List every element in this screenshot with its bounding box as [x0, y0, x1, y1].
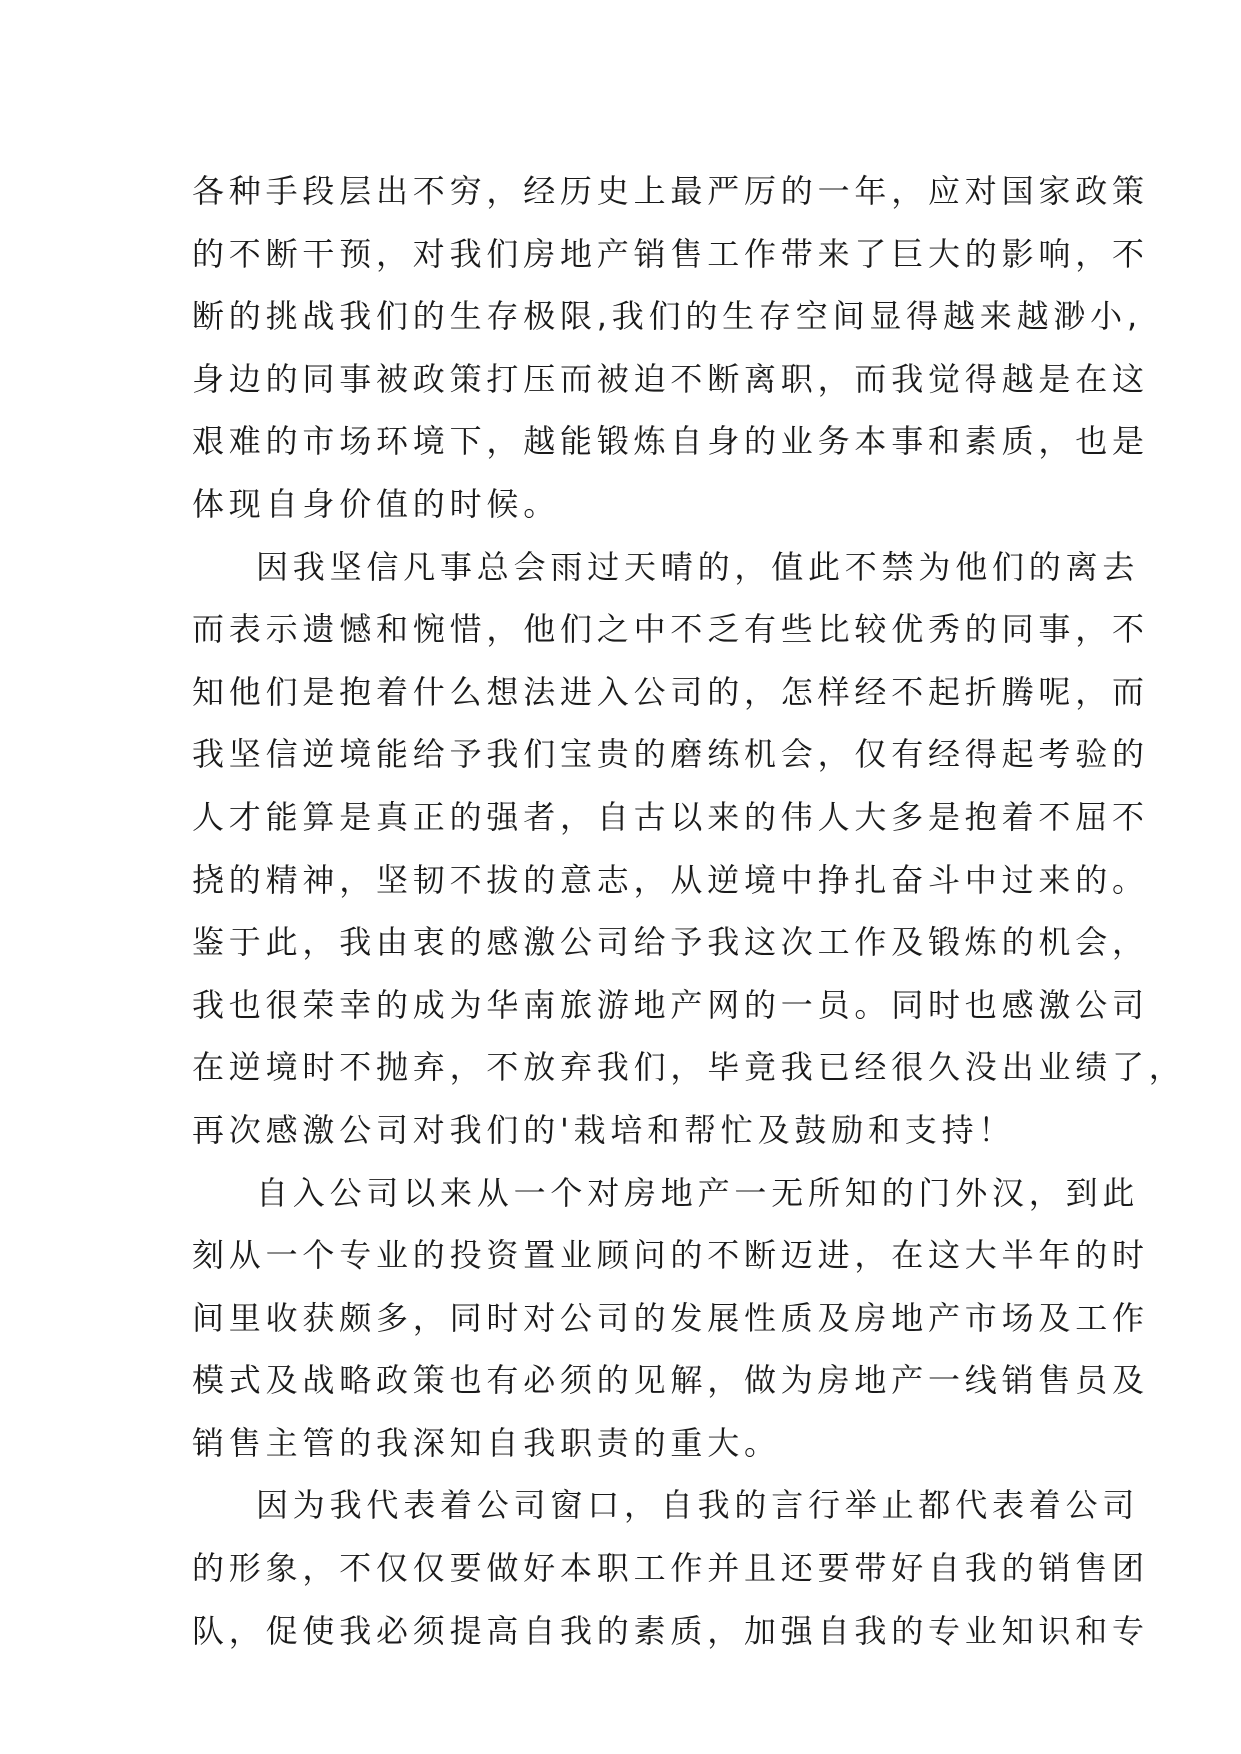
text-line: 我也很荣幸的成为华南旅游地产网的一员。同时也感激公司 — [192, 985, 1149, 1024]
body-text — [192, 160, 1186, 1662]
text-line: 刻从一个专业的投资置业顾问的不断迈进，在这大半年的时 — [192, 1236, 1149, 1275]
paragraph-first-line: 自入公司以来从一个对房地产一无所知的门外汉，到此 — [256, 1173, 1140, 1212]
text-line: 体现自身价值的时候。 — [192, 484, 561, 523]
text-line: 而表示遗憾和惋惜，他们之中不乏有些比较优秀的同事，不 — [192, 610, 1149, 649]
text-line: 断的挑战我们的生存极限,我们的生存空间显得越来越渺小, — [192, 297, 1142, 336]
text-line: 的形象，不仅仅要做好本职工作并且还要带好自我的销售团 — [192, 1549, 1149, 1588]
text-line: 身边的同事被政策打压而被迫不断离职，而我觉得越是在这 — [192, 359, 1149, 398]
text-line: 队，促使我必须提高自我的素质，加强自我的专业知识和专 — [192, 1611, 1149, 1650]
text-line: 挠的精神，坚韧不拔的意志，从逆境中挣扎奋斗中过来的。 — [192, 860, 1149, 899]
text-line: 销售主管的我深知自我职责的重大。 — [192, 1423, 781, 1462]
text-line: 间里收获颇多，同时对公司的发展性质及房地产市场及工作 — [192, 1298, 1149, 1337]
text-line: 各种手段层出不穷，经历史上最严厉的一年，应对国家政策 — [192, 172, 1149, 210]
text-line: 艰难的市场环境下，越能锻炼自身的业务本事和素质，也是 — [192, 422, 1149, 461]
text-line: 知他们是抱着什么想法进入公司的，怎样经不起折腾呢，而 — [192, 672, 1149, 711]
text-line: 我坚信逆境能给予我们宝贵的磨练机会，仅有经得起考验的 — [192, 735, 1149, 774]
paragraph-first-line: 因我坚信凡事总会雨过天晴的，值此不禁为他们的离去 — [256, 547, 1140, 586]
text-line: 人才能算是真正的强者，自古以来的伟人大多是抱着不屈不 — [192, 797, 1149, 836]
text-line: 的不断干预，对我们房地产销售工作带来了巨大的影响，不 — [192, 234, 1149, 273]
text-line: 在逆境时不抛弃，不放弃我们，毕竟我已经很久没出业绩了， — [192, 1048, 1186, 1087]
paragraph-first-line: 因为我代表着公司窗口，自我的言行举止都代表着公司 — [256, 1486, 1140, 1525]
text-line: 再次感激公司对我们的'栽培和帮忙及鼓励和支持！ — [192, 1110, 1016, 1149]
text-line: 模式及战略政策也有必须的见解，做为房地产一线销售员及 — [192, 1361, 1149, 1400]
text-line: 鉴于此，我由衷的感激公司给予我这次工作及锻炼的机会， — [192, 923, 1149, 962]
